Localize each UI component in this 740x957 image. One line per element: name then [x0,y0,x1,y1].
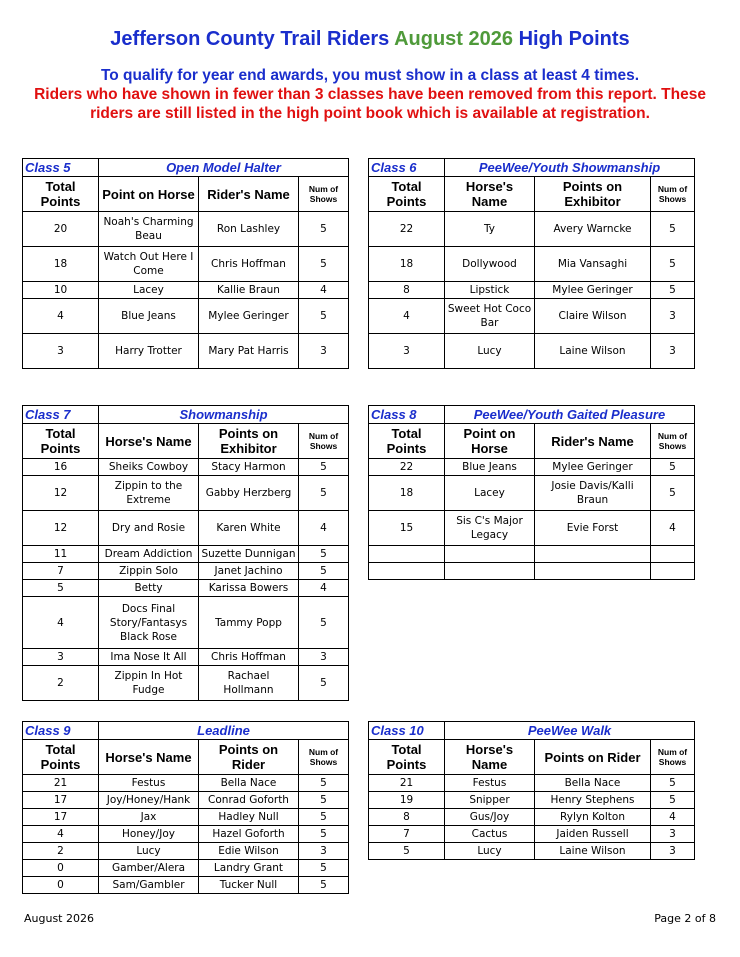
title-month: August 2026 [394,28,514,50]
cell: Cactus [445,826,535,843]
cell: Gamber/Alera [99,860,199,877]
table-row [369,775,695,792]
cell: 5 [299,597,349,649]
cell: Edie Wilson [199,843,299,860]
cell: Mylee Geringer [199,299,299,334]
cell: Blue Jeans [99,299,199,334]
cell: 4 [651,511,695,546]
cell: Honey/Joy [99,826,199,843]
cell: Rachael Hollmann [199,666,299,701]
cell: Hadley Null [199,809,299,826]
cell: 5 [651,247,695,282]
cell: 3 [369,334,445,369]
cell: Landry Grant [199,860,299,877]
cell: 3 [299,334,349,369]
cell: 18 [369,247,445,282]
cell: Lucy [99,843,199,860]
cell: 21 [369,775,445,792]
cell: Rylyn Kolton [535,809,651,826]
cell: Noah's Charming Beau [99,212,199,247]
cell: 22 [369,212,445,247]
table-row [23,597,349,649]
col-header: Num of Shows [299,740,349,775]
cell: Docs Final Story/Fantasys Black Rose [99,597,199,649]
table-row [23,563,349,580]
cell: 0 [23,860,99,877]
cell: 3 [23,334,99,369]
cell: Ron Lashley [199,212,299,247]
cell: Zippin In Hot Fudge [99,666,199,701]
col-header: Rider's Name [535,424,651,459]
cell: Jax [99,809,199,826]
cell: Avery Warncke [535,212,651,247]
cell: Gus/Joy [445,809,535,826]
cell: Mylee Geringer [535,282,651,299]
table-row [369,459,695,476]
cell: 3 [651,334,695,369]
cell: 5 [299,792,349,809]
table-row [23,649,349,666]
cell: Bella Nace [535,775,651,792]
col-header: Total Points [369,740,445,775]
cell: 5 [369,843,445,860]
col-header: Num of Shows [651,424,695,459]
col-header: Points on Exhibitor [199,424,299,459]
col-header: Points on Exhibitor [535,177,651,212]
cell: 5 [651,459,695,476]
cell: Suzette Dunnigan [199,546,299,563]
col-header: Horse's Name [445,177,535,212]
table-row [23,792,349,809]
table-row [369,282,695,299]
table-row [23,843,349,860]
cell: 4 [299,511,349,546]
cell: Mary Pat Harris [199,334,299,369]
cell: 5 [23,580,99,597]
cell: 5 [299,775,349,792]
cell: 18 [369,476,445,511]
class-number: Class 7 [23,406,99,424]
col-header: Points on Rider [535,740,651,775]
cell: 5 [299,247,349,282]
cell: 15 [369,511,445,546]
class-name: Open Model Halter [99,159,349,177]
cell: Dream Addiction [99,546,199,563]
cell: Dollywood [445,247,535,282]
col-header: Horse's Name [445,740,535,775]
footer-date: August 2026 [24,912,94,925]
cell: Henry Stephens [535,792,651,809]
cell: 5 [299,877,349,894]
table-row [23,826,349,843]
table-row [23,299,349,334]
cell: 5 [651,476,695,511]
col-header: Horse's Name [99,424,199,459]
cell: Claire Wilson [535,299,651,334]
cell: Lucy [445,334,535,369]
cell: 5 [651,775,695,792]
cell: 0 [23,877,99,894]
class-6-table [368,158,695,369]
cell [369,546,445,563]
table-row [23,580,349,597]
table-row [23,511,349,546]
cell: 18 [23,247,99,282]
class-name: PeeWee Walk [445,722,695,740]
table-row [369,843,695,860]
class-10-table [368,721,695,860]
cell: Josie Davis/Kalli Braun [535,476,651,511]
cell: Tucker Null [199,877,299,894]
table-row [369,247,695,282]
class-number: Class 10 [369,722,445,740]
table-row [23,860,349,877]
table-row [23,247,349,282]
cell: 3 [651,826,695,843]
cell: 3 [299,649,349,666]
cell: 5 [299,299,349,334]
table-row [23,459,349,476]
cell: 5 [299,212,349,247]
cell: 5 [299,666,349,701]
cell: 16 [23,459,99,476]
cell: 5 [299,826,349,843]
table-row [369,826,695,843]
cell: 2 [23,843,99,860]
cell: Kallie Braun [199,282,299,299]
cell: Blue Jeans [445,459,535,476]
title-club: Jefferson County Trail Riders [110,28,395,50]
class-number: Class 9 [23,722,99,740]
cell: 4 [299,282,349,299]
col-header: Rider's Name [199,177,299,212]
col-header: Point on Horse [445,424,535,459]
cell [651,546,695,563]
class-number: Class 8 [369,406,445,424]
footer-page-number: Page 2 of 8 [654,912,716,925]
cell: Laine Wilson [535,334,651,369]
cell [535,563,651,580]
table-row [23,809,349,826]
cell: Sam/Gambler [99,877,199,894]
table-row [369,546,695,563]
cell: 17 [23,792,99,809]
table-row [369,809,695,826]
cell: Lacey [99,282,199,299]
cell: Dry and Rosie [99,511,199,546]
cell: 4 [299,580,349,597]
cell: Watch Out Here I Come [99,247,199,282]
cell: 3 [651,843,695,860]
class-9-table [22,721,349,894]
cell: Sweet Hot Coco Bar [445,299,535,334]
table-row [369,299,695,334]
col-header: Num of Shows [299,177,349,212]
cell: Bella Nace [199,775,299,792]
col-header: Num of Shows [299,424,349,459]
table-row [23,775,349,792]
cell [535,546,651,563]
cell [445,546,535,563]
cell: Lucy [445,843,535,860]
class-name: Showmanship [99,406,349,424]
cell: 19 [369,792,445,809]
cell: Mia Vansaghi [535,247,651,282]
cell: 5 [651,282,695,299]
cell: 8 [369,809,445,826]
cell: Chris Hoffman [199,247,299,282]
title-suffix: High Points [513,28,630,50]
cell: Karen White [199,511,299,546]
cell: Joy/Honey/Hank [99,792,199,809]
cell: Janet Jachino [199,563,299,580]
cell: 5 [651,792,695,809]
qualification-notice [30,66,710,123]
cell: Evie Forst [535,511,651,546]
cell: 20 [23,212,99,247]
cell: Gabby Herzberg [199,476,299,511]
col-header: Total Points [369,424,445,459]
cell: 7 [369,826,445,843]
cell: 11 [23,546,99,563]
cell [651,563,695,580]
col-header: Horse's Name [99,740,199,775]
class-name: Leadline [99,722,349,740]
col-header: Total Points [23,177,99,212]
cell: 5 [299,546,349,563]
col-header: Total Points [23,424,99,459]
cell: 5 [299,809,349,826]
cell: 4 [369,299,445,334]
table-row [23,476,349,511]
class-number: Class 6 [369,159,445,177]
cell: Mylee Geringer [535,459,651,476]
cell: 5 [299,860,349,877]
cell: Lipstick [445,282,535,299]
cell: Jaiden Russell [535,826,651,843]
cell: 7 [23,563,99,580]
cell: Hazel Goforth [199,826,299,843]
cell: Laine Wilson [535,843,651,860]
cell: 4 [23,597,99,649]
table-row [369,511,695,546]
class-7-table [22,405,349,701]
cell [369,563,445,580]
cell: Zippin Solo [99,563,199,580]
class-name: PeeWee/Youth Showmanship [445,159,695,177]
col-header: Total Points [369,177,445,212]
cell: Sis C's Major Legacy [445,511,535,546]
cell: Festus [99,775,199,792]
cell: 21 [23,775,99,792]
table-row [369,212,695,247]
cell: 17 [23,809,99,826]
cell: 5 [651,212,695,247]
notice-requirement: To qualify for year end awards, you must show in a class at least 4 times. [100,67,640,84]
page-title [0,28,740,51]
class-8-table [368,405,695,580]
cell: Ty [445,212,535,247]
col-header: Num of Shows [651,177,695,212]
cell: 5 [299,563,349,580]
cell: 12 [23,511,99,546]
cell: Conrad Goforth [199,792,299,809]
cell: Zippin to the Extreme [99,476,199,511]
cell: Harry Trotter [99,334,199,369]
cell: Ima Nose It All [99,649,199,666]
cell: 3 [651,299,695,334]
cell: 3 [299,843,349,860]
col-header: Total Points [23,740,99,775]
cell: 4 [23,299,99,334]
table-row [23,546,349,563]
cell: 5 [299,476,349,511]
table-row [23,282,349,299]
cell: Betty [99,580,199,597]
cell: Sheiks Cowboy [99,459,199,476]
cell: Festus [445,775,535,792]
cell [445,563,535,580]
cell: 12 [23,476,99,511]
class-name: PeeWee/Youth Gaited Pleasure [445,406,695,424]
class-5-table [22,158,349,369]
table-row [23,212,349,247]
cell: 4 [23,826,99,843]
table-row [369,476,695,511]
cell: 2 [23,666,99,701]
cell: Stacy Harmon [199,459,299,476]
cell: 10 [23,282,99,299]
table-row [369,334,695,369]
table-row [23,877,349,894]
table-row [369,792,695,809]
cell: 3 [23,649,99,666]
cell: 4 [651,809,695,826]
table-row [369,563,695,580]
cell: 5 [299,459,349,476]
col-header: Points on Rider [199,740,299,775]
cell: Lacey [445,476,535,511]
cell: Chris Hoffman [199,649,299,666]
cell: Snipper [445,792,535,809]
table-row [23,666,349,701]
table-row [23,334,349,369]
cell: 8 [369,282,445,299]
notice-removal: Riders who have shown in fewer than 3 classes have been removed from this report. These riders are still listed in the high point book which is available at registration. [34,86,706,122]
cell: Tammy Popp [199,597,299,649]
col-header: Point on Horse [99,177,199,212]
cell: Karissa Bowers [199,580,299,597]
class-number: Class 5 [23,159,99,177]
cell: 22 [369,459,445,476]
col-header: Num of Shows [651,740,695,775]
